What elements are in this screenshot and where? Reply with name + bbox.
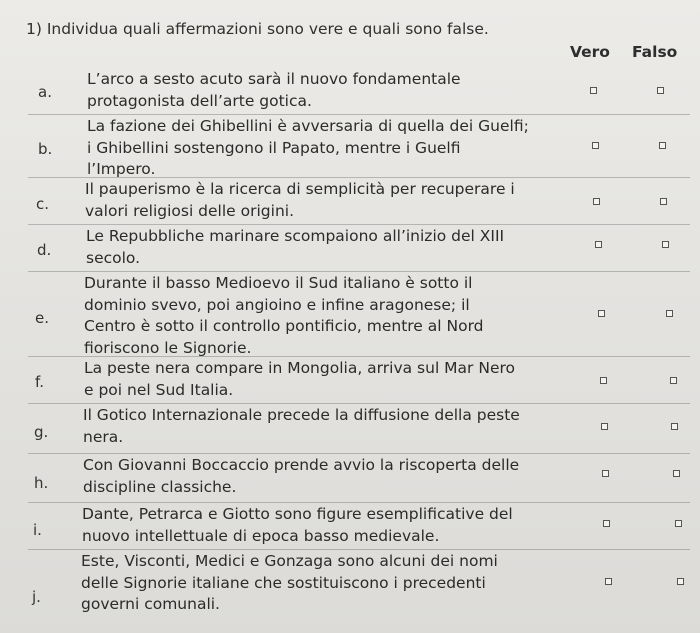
statement-line: e poi nel Sud Italia. [84,380,234,399]
vero-checkbox[interactable] [605,578,612,585]
row-divider [28,403,690,404]
vero-checkbox[interactable] [590,87,597,94]
row-divider [28,549,690,550]
statement-text [85,179,565,222]
statement-line: L’arco a sesto acuto sarà il nuovo fondamentale [87,70,461,88]
statement-letter: a. [38,83,52,101]
falso-checkbox[interactable] [673,470,680,477]
row-divider [28,502,690,503]
vero-checkbox[interactable] [592,142,599,149]
statement-letter: d. [37,241,52,259]
statement-letter: b. [38,140,53,158]
statement-line: Durante il basso Medioevo il Sud italiano è sotto il [84,274,473,292]
falso-checkbox[interactable] [660,198,667,205]
statement-line: l’Impero. [87,160,156,178]
statement-line: La peste nera compare in Mongolia, arriva sul Mar Nero [84,359,515,377]
statement-line: Il Gotico Internazionale precede la diffusione della peste [83,406,520,424]
vero-checkbox[interactable] [602,470,609,477]
statement-text [87,69,567,112]
falso-column-header: Falso [632,43,678,61]
vero-checkbox[interactable] [601,423,608,430]
statement-text [86,226,566,269]
statement-line: Con Giovanni Boccaccio prende avvio la riscoperta delle [83,456,520,474]
falso-checkbox[interactable] [670,377,677,384]
statement-text [81,551,561,616]
statement-line: discipline classiche. [83,477,237,496]
statement-line: Il pauperismo è la ricerca di semplicità per recuperare i [85,180,515,198]
vero-checkbox[interactable] [595,241,602,248]
statement-text [87,116,567,181]
row-divider [28,453,690,454]
statement-line: Dante, Petrarca e Giotto sono figure esemplificative del [82,505,513,523]
statement-line: delle Signorie italiane che sostituiscono i precedenti [81,573,486,592]
vero-checkbox[interactable] [598,310,605,317]
statement-text [83,405,563,448]
statement-letter: g. [34,423,49,441]
statement-line: nera. [83,427,124,446]
statement-letter: j. [32,588,41,606]
row-divider [28,114,690,115]
row-divider [28,177,690,178]
statement-line: La fazione dei Ghibellini è avversaria di quella dei Guelfi; [87,117,529,135]
statement-letter: c. [36,195,50,213]
falso-checkbox[interactable] [662,241,669,248]
vero-checkbox[interactable] [600,377,607,384]
statement-text [84,273,564,359]
falso-checkbox[interactable] [659,142,666,149]
row-divider [28,271,690,272]
statement-letter: e. [35,309,49,327]
exercise-title: 1) Individua quali affermazioni sono vere e quali sono false. [26,20,489,38]
falso-checkbox[interactable] [666,310,673,317]
falso-checkbox[interactable] [657,87,664,94]
vero-checkbox[interactable] [603,520,610,527]
statement-text [84,358,564,401]
statement-line: governi comunali. [81,595,220,613]
statement-line: Este, Visconti, Medici e Gonzaga sono alcuni dei nomi [81,552,498,570]
statement-text [83,455,563,498]
statement-line: protagonista dell’arte gotica. [87,91,312,110]
vero-checkbox[interactable] [593,198,600,205]
falso-checkbox[interactable] [671,423,678,430]
falso-checkbox[interactable] [675,520,682,527]
vero-column-header: Vero [570,43,610,61]
statement-line: fioriscono le Signorie. [84,338,252,357]
statement-line: Le Repubbliche marinare scompaiono all’inizio del XIII [86,227,505,245]
statement-line: dominio svevo, poi angioino e infine aragonese; il [84,295,470,314]
statement-line: valori religiosi delle origini. [85,201,295,220]
statement-line: nuovo intellettuale di epoca basso medievale. [82,526,440,545]
row-divider [28,356,690,357]
statement-line: i Ghibellini sostengono il Papato, mentre i Guelfi [87,138,461,157]
statement-line: secolo. [86,248,141,267]
row-divider [28,224,690,225]
statement-letter: i. [33,521,42,539]
statement-line: Centro è sotto il controllo pontificio, mentre al Nord [84,317,484,335]
statement-letter: f. [35,373,44,391]
falso-checkbox[interactable] [677,578,684,585]
statement-text [82,504,562,547]
statement-letter: h. [34,474,49,492]
